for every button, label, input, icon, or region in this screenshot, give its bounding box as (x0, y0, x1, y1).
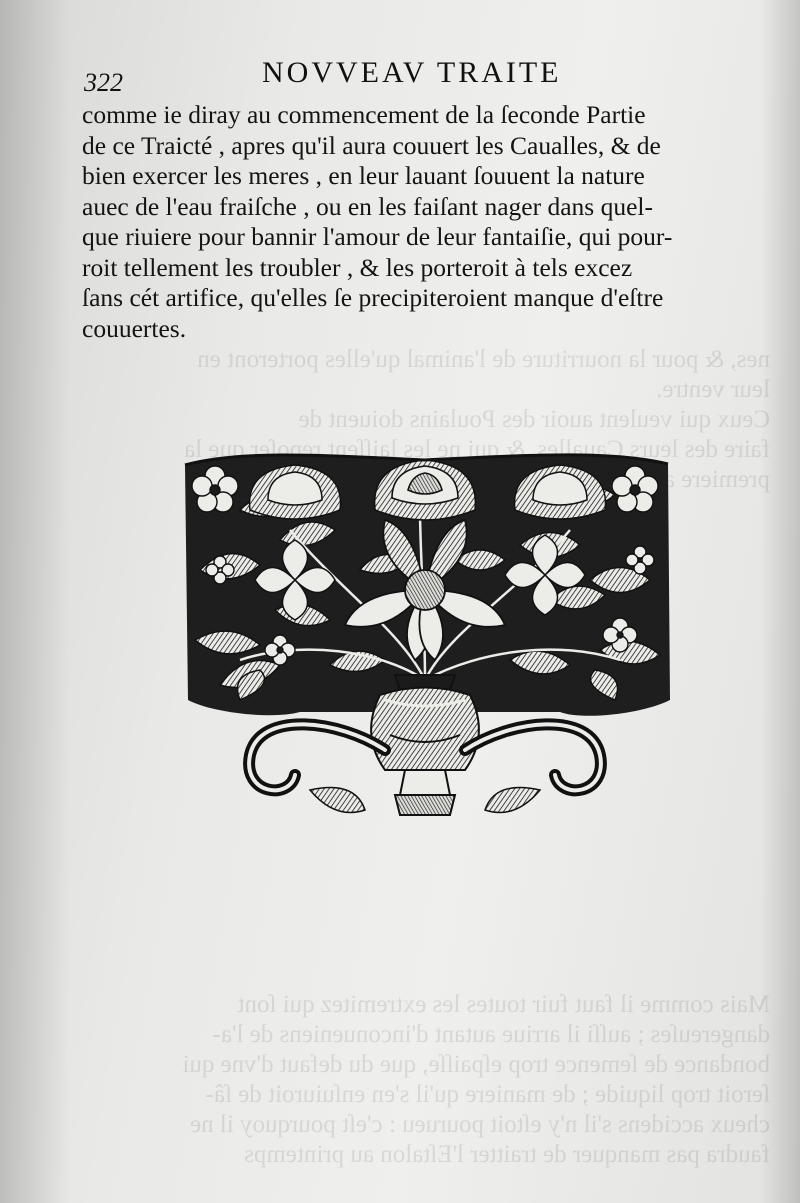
text-line: couuertes. (82, 313, 187, 343)
text-line: bien exercer les meres , en leur lauant ſouuent la nature (82, 161, 645, 190)
text-line: que riuiere pour bannir l'amour de leur fantaiſie, qui pour- (82, 222, 673, 251)
text-line: de ce Traicté , apres qu'il aura couuert les Caualles, & de (82, 130, 661, 160)
show-through-text: nes, & pour la nourriture de l'animal qu'elles porteront en leur ventre. Ceux qui veulent auoir des Poulains doiuent de faire des leurs Caualles, & qui ne les laiſſent repoſer que la premiere (184, 346, 770, 493)
page-number: 322 (84, 68, 123, 97)
body-text (82, 100, 772, 344)
show-through-text-lower: Mais comme il faut fuir toutes les extremitez qui ſont dangereuſes ; auſſi il arriue autant d'inconueniens de l'a- bondance de ſemence trop eſpaiſſe, que du defaut d'vne qui ſeroit trop liquide ; de maniere qu'il s'en enſuiuroit de ſâ- cheux accidens s'il n'y eſtoit pourueu : c'eſt pourquoy il ne faudra pas manquer de traitter l'Eſtalon au printemps (182, 991, 770, 1168)
text-line: comme ie diray au commencement de la ſeconde Partie (82, 100, 646, 129)
text-line: ſans cét artifice, qu'elles ſe precipiteroient manque d'eſtre (82, 283, 664, 312)
text-line: auec de l'eau fraiſche , ou en les faiſant nager dans quel- (82, 191, 653, 221)
woodcut-flower-vase-ornament (180, 450, 675, 840)
text-line: roit tellement les troubler , & les porteroit à tels excez (82, 252, 633, 282)
running-head: NOVVEAV TRAITE (262, 56, 562, 89)
